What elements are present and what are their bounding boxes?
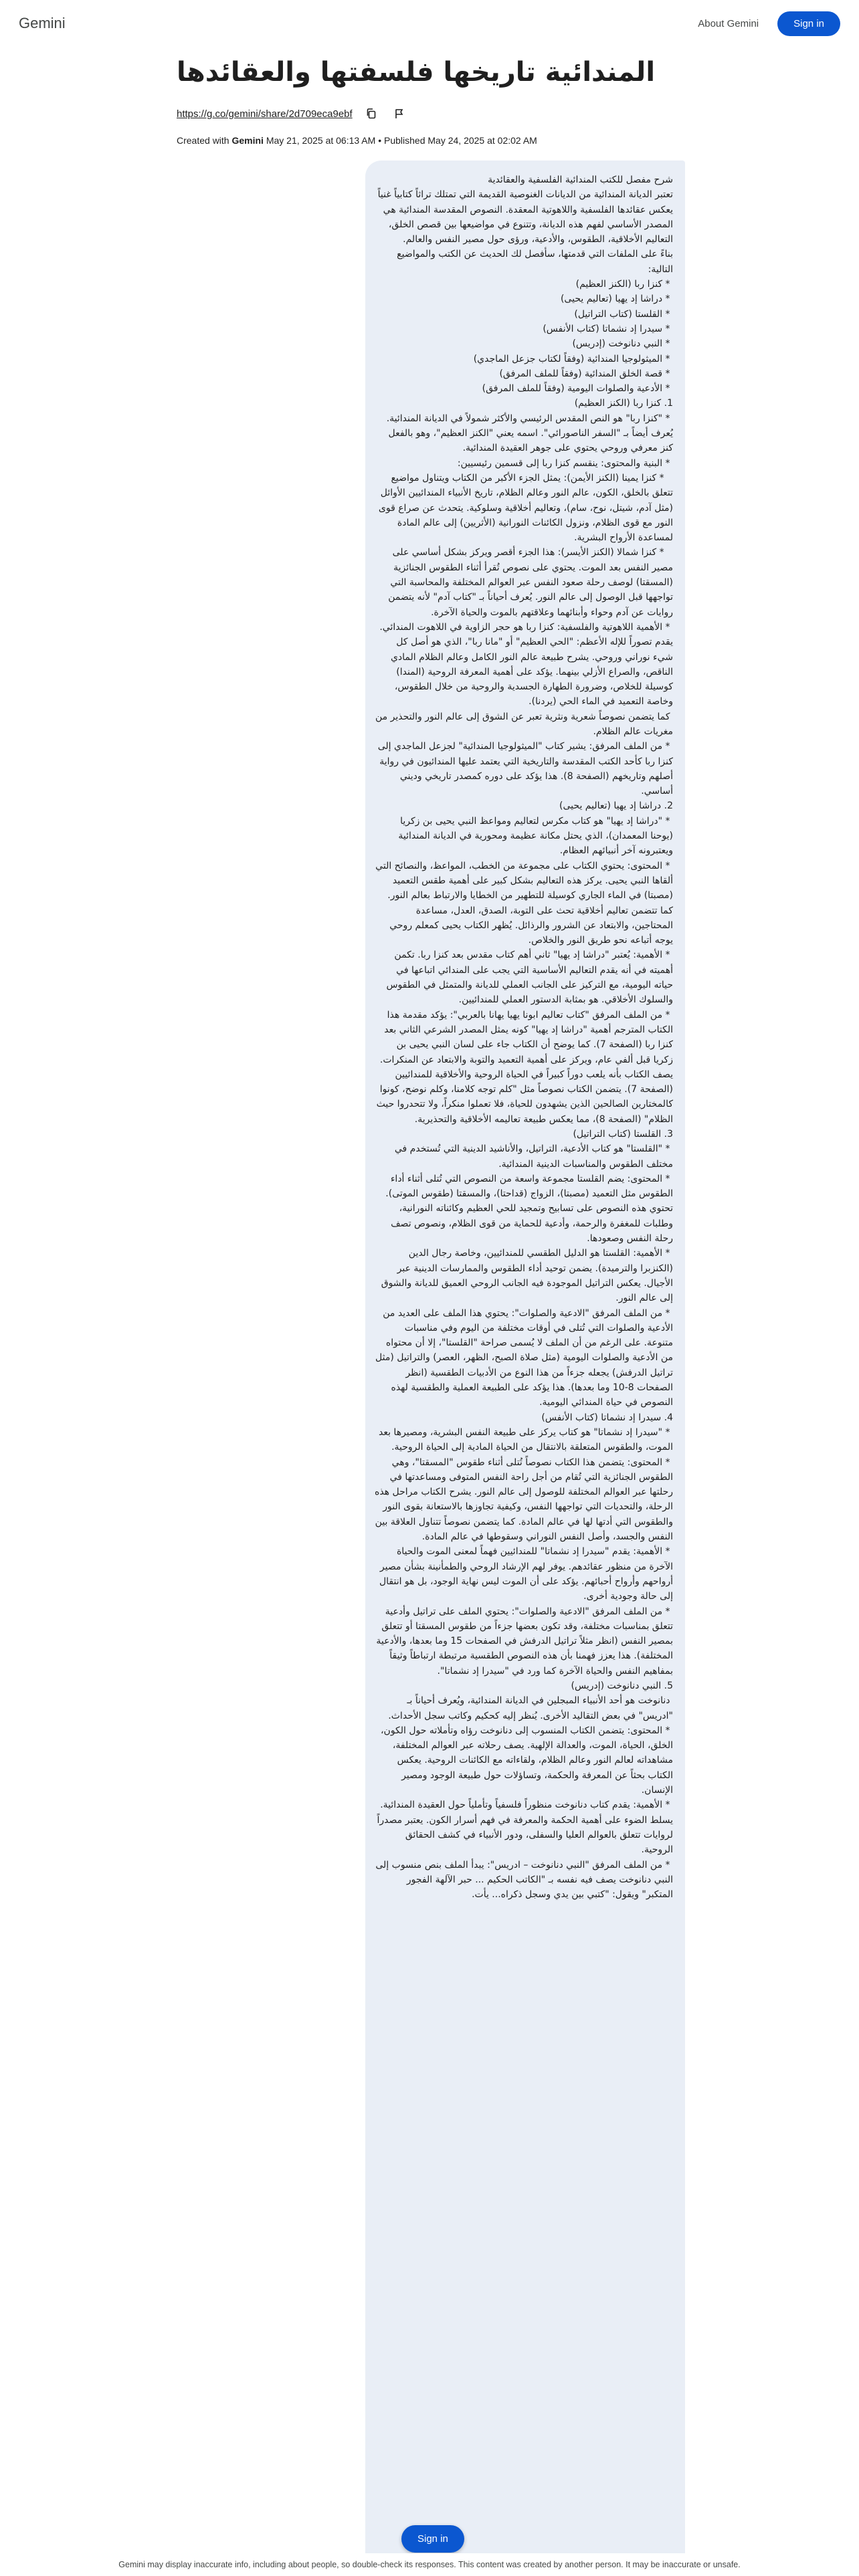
published-label: Published	[383, 135, 425, 146]
meta-separator: •	[378, 135, 382, 146]
created-label: Created with	[177, 135, 229, 146]
sign-in-button[interactable]: Sign in	[777, 11, 840, 36]
about-gemini-link[interactable]: About Gemini	[698, 17, 759, 29]
footer-disclaimer	[0, 2553, 859, 2576]
conversation-meta	[177, 135, 682, 146]
share-link[interactable]: https://g.co/gemini/share/2d709eca9ebf	[177, 108, 353, 120]
top-bar	[0, 0, 859, 47]
created-app: Gemini	[231, 135, 264, 146]
share-link-row	[177, 104, 682, 123]
gemini-logo[interactable]: Gemini	[19, 15, 66, 31]
page-title: المندائية تاريخها فلسفتها والعقائدها	[177, 57, 656, 88]
conversation-header	[177, 53, 682, 146]
floating-sign-in-button[interactable]: Sign in	[401, 2525, 464, 2553]
created-date: May 21, 2025 at 06:13 AM	[266, 135, 376, 146]
flag-icon[interactable]	[390, 104, 409, 123]
copy-icon[interactable]	[362, 104, 381, 123]
disclaimer-text: Gemini may display inaccurate info, including about people, so double-check its responses. This content was created by another person. It may be inaccurate or unsafe.	[118, 2560, 741, 2569]
user-prompt-text: شرح مفصل للكتب المندائية الفلسفية والعقائدية تعتبر الديانة المندائية من الديانات الغنوصية القديمة التي تمتلك تراثاً كتابياً غنياً يعكس عقائدها الفلسفية واللاهوتية المعقدة. النصوص المقدسة المندائية هي المصدر الأساسي لفهم هذه الديانة، وتتنوع في مواضيعها بين قصص الخلق، التعاليم الأخلاقية، الطقوس، والأدعية، ورؤى حول مصير النفس والعالم. بناءً على الملفات التي قدمتها، سأفصل لك الحديث عن الكتب والمواضيع التالية: * كنزا ربا (الكنز العظيم) * دراشا إد يهيا (تعاليم يحيى) * القلستا (كتاب التراتيل) * سيدرا إد نشماتا (كتاب الأنفس) * النبي دنانوخت (إدريس) * الميثولوجيا المندائية (وفقاً لكتاب جزعل الماجدي) * قصة الخلق المندائية (وفقاً للملف المرفق) * الأدعية والصلوات اليومية (وفقاً للملف المرفق) 1. كنزا ربا (الكنز العظيم) * "كنزا ربا" هو النص المقدس الرئيسي والأكثر شمولاً في الديانة المندائية. يُعرف أيضاً بـ "السفر الناصورائي". اسمه يعني "الكنز العظيم"، وهو بالفعل كنز معرفي وروحي يحتوي على جوهر العقيدة المندائية. * البنية والمحتوى: ينقسم كنزا ربا إلى قسمين رئيسيين: * كنزا يمينا (الكنز الأيمن): يمثل الجزء الأكبر من الكتاب ويتناول مواضيع تتعلق بالخلق، الكون، عالم النور وعالم الظلام، تاريخ الأنبياء المندائيين الأوائل (مثل آدم، شيتل، نوح، سام)، وتعاليم أخلاقية وسلوكية. يتحدث عن صراع قوى النور مع قوى الظلام، ونزول الكائنات النورانية (الأثريين) إلى عالم المادة لمساعدة الأرواح البشرية. * كنزا شمالا (الكنز الأيسر): هذا الجزء أقصر ويركز بشكل أساسي على مصير النفس بعد الموت. يحتوي على نصوص تُقرأ أثناء الطقوس الجنائزية (المسقتا) لوصف رحلة صعود النفس عبر العوالم المختلفة والمحاسبة التي تواجهها قبل الوصول إلى عالم النور. يُعرف أحياناً بـ "كتاب آدم" لأنه يتضمن روايات عن آدم وحواء وأبنائهما وعلاقتهم بالموت والحياة الآخرة. * الأهمية اللاهوتية والفلسفية: كنزا ربا هو حجر الزاوية في اللاهوت المندائي. يقدم تصوراً للإله الأعظم: "الحي العظيم" أو "مانا ربا"، الذي هو أصل كل شيء نوراني وروحي. يشرح طبيعة عالم النور الكامل وعالم الظلام المادي الناقص، والصراع الأزلي بينهما. يؤكد على أهمية المعرفة الروحية (المندا) كوسيلة للخلاص، وضرورة الطهارة الجسدية والروحية من خلال الطقوس، وخاصة التعميد في الماء الحي (يردنا). كما يتضمن نصوصاً شعرية ونثرية تعبر عن الشوق إلى عالم النور والتحذير من مغريات عالم الظلام. * من الملف المرفق: يشير كتاب "الميثولوجيا المندائية" لجزعل الماجدي إلى كنزا ربا كأحد الكتب المقدسة والتاريخية التي يعتمد عليها المندائيون في رواية أصلهم وتاريخهم (الصفحة 8). هذا يؤكد على دوره كمصدر تاريخي وديني أساسي. 2. دراشا إد يهيا (تعاليم يحيى) * "دراشا إد يهيا" هو كتاب مكرس لتعاليم ومواعظ النبي يحيى بن زكريا (يوحنا المعمدان)، الذي يحتل مكانة عظيمة ومحورية في الديانة المندائية ويعتبرونه آخر أنبيائهم العظام. * المحتوى: يحتوي الكتاب على مجموعة من الخطب، المواعظ، والنصائح التي ألقاها النبي يحيى. يركز هذه التعاليم بشكل كبير على أهمية طقس التعميد (مصبتا) في الماء الجاري كوسيلة للتطهير من الخطايا والارتباط بعالم النور. كما تتضمن تعاليم أخلاقية تحث على التوبة، الصدق، العدل، مساعدة المحتاجين، والابتعاد عن الشرور والرذائل. يُظهر الكتاب يحيى كمعلم روحي يوجه أتباعه نحو طريق النور والخلاص. * الأهمية: يُعتبر "دراشا إد يهيا" ثاني أهم كتاب مقدس بعد كنزا ربا. تكمن أهميته في أنه يقدم التعاليم الأساسية التي يجب على المندائي اتباعها في حياته اليومية، مع التركيز على الجانب العملي للديانة والمتمثل في الطقوس والسلوك الأخلاقي. هو بمثابة الدستور العملي للمندائيين. * من الملف المرفق "كتاب تعاليم ابونا يهيا يهانا بالعربي": يؤكد مقدمة هذا الكتاب المترجم أهمية "دراشا إد يهيا" كونه يمثل المصدر الشرعي الثاني بعد كنزا ربا (الصفحة 7). كما يوضح أن الكتاب جاء على لسان النبي يحيى بن زكريا قبل ألفي عام، ويركز على أهمية التعميد والتوبة والابتعاد عن المنكرات. يصف الكتاب بأنه يلعب دوراً كبيراً في الحياة الروحية والأخلاقية للمندائيين (الصفحة 7). يتضمن الكتاب نصوصاً مثل "كلم توجه كلامنا، وكلم نوضح، كونوا كالمختارين الصالحين الذين يشهدون للحياة، فلا تعملوا منكراً، ولا تتحدروا حيث الظلام" (الصفحة 8)، مما يعكس طبيعة تعاليمه الأخلاقية والتحذيرية. 3. القلستا (كتاب التراتيل) * "القلستا" هو كتاب الأدعية، التراتيل، والأناشيد الدينية التي تُستخدم في مختلف الطقوس والمناسبات الدينية المندائية. * المحتوى: يضم القلستا مجموعة واسعة من النصوص التي تُتلى أثناء أداء الطقوس مثل التعميد (مصبتا)، الزواج (قداحتا)، والمسقتا (طقوس الموتى). تحتوي هذه النصوص على تسابيح وتمجيد للحي العظيم وكائناته النورانية، وطلبات للمغفرة والرحمة، وأدعية للحماية من قوى الظلام، ونصوص تصف رحلة النفس وصعودها. * الأهمية: القلستا هو الدليل الطقسي للمندائيين، وخاصة رجال الدين (الكنزبرا والترميدة). يضمن توحيد أداء الطقوس والممارسات الدينية عبر الأجيال. يعكس التراتيل الموجودة فيه الجانب الروحي العميق للديانة والشوق إلى عالم النور. * من الملف المرفق "الادعية والصلوات": يحتوي هذا الملف على العديد من الأدعية والصلوات التي تُتلى في أوقات مختلفة من اليوم وفي مناسبات متنوعة. على الرغم من أن الملف لا يُسمى صراحة "القلستا"، إلا أن محتواه من الأدعية والصلوات اليومية (مثل صلاة الصبح، الظهر، العصر) والتراتيل (مثل تراتيل الدرفش) يجعله جزءاً من هذا النوع من الأدبيات الطقسية (انظر الصفحات 8-10 وما بعدها). هذا يؤكد على الطبيعة العملية والطقسية لهذه النصوص في حياة المندائي اليومية. 4. سيدرا إد نشماتا (كتاب الأنفس) * "سيدرا إد نشماتا" هو كتاب يركز على طبيعة النفس البشرية، ومصيرها بعد الموت، والطقوس المتعلقة بالانتقال من الحياة المادية إلى الحياة الروحية. * المحتوى: يتضمن هذا الكتاب نصوصاً تُتلى أثناء طقوس "المسقتا"، وهي الطقوس الجنائزية التي تُقام من أجل راحة النفس المتوفى ومساعدتها في رحلتها عبر العوالم المختلفة للوصول إلى عالم النور. يشرح الكتاب مراحل هذه الرحلة، والتحديات التي تواجهها النفس، وكيفية تجاوزها بالاستعانة بقوى النور والطقوس التي أدتها لها في عالم المادة. كما يتضمن نصوصاً تتناول العلاقة بين النفس والجسد، وأصل النفس النوراني وسقوطها في عالم المادة. * الأهمية: يقدم "سيدرا إد نشماتا" للمندائيين فهماً لمعنى الموت والحياة الآخرة من منظور عقائدهم. يوفر لهم الإرشاد الروحي والطمأنينة بشأن مصير أرواحهم وأرواح أحبائهم. يؤكد على أن الموت ليس نهاية الوجود، بل هو انتقال إلى حالة وجودية أخرى. * من الملف المرفق "الادعية والصلوات": يحتوي الملف على تراتيل وأدعية تتعلق بمناسبات مختلفة، وقد تكون بعضها جزءاً من طقوس المسقتا أو تتعلق بمصير النفس (انظر مثلاً تراتيل الدرفش في الصفحات 15 وما بعدها، والأدعية المختلفة). هذا يعزز فهمنا بأن هذه النصوص الطقسية مرتبطة ارتباطاً وثيقاً بمفاهيم النفس والحياة الآخرة كما ورد في "سيدرا إد نشماتا". 5. النبي دنانوخت (إدريس) دنانوخت هو أحد الأنبياء المبجلين في الديانة المندائية، ويُعرف أحياناً بـ "ادريس" في بعض التقاليد الأخرى. يُنظر إليه كحكيم وكاتب سجل الأحداث. * المحتوى: يتضمن الكتاب المنسوب إلى دنانوخت رؤاه وتأملاته حول الكون، الخلق، الحياة، الموت، والعدالة الإلهية. يصف رحلاته عبر العوالم المختلفة، مشاهداته لعالم النور وعالم الظلام، ولقاءاته مع الكائنات الروحية. يعكس الكتاب بحثاً عن المعرفة والحكمة، وتساؤلات حول طبيعة الوجود ومصير الإنسان. * الأهمية: يقدم كتاب دنانوخت منظوراً فلسفياً وتأملياً حول العقيدة المندائية. يسلط الضوء على أهمية الحكمة والمعرفة في فهم أسرار الكون. يعتبر مصدراً لروايات تتعلق بالعوالم العليا والسفلى، ودور الأنبياء في كشف الحقائق الروحية. * من الملف المرفق "النبي دنانوخت – ادريس": يبدأ الملف بنص منسوب إلى النبي دنانوخت يصف فيه نفسه بـ "الكاتب الحكيم ... حبر الآلهة الفجور المتكبر" ويقول: "كتبي بين يدي وسجل ذكراه... يأت.	[374, 175, 673, 1901]
user-prompt-bubble	[365, 160, 685, 2576]
published-date: May 24, 2025 at 02:02 AM	[427, 135, 537, 146]
